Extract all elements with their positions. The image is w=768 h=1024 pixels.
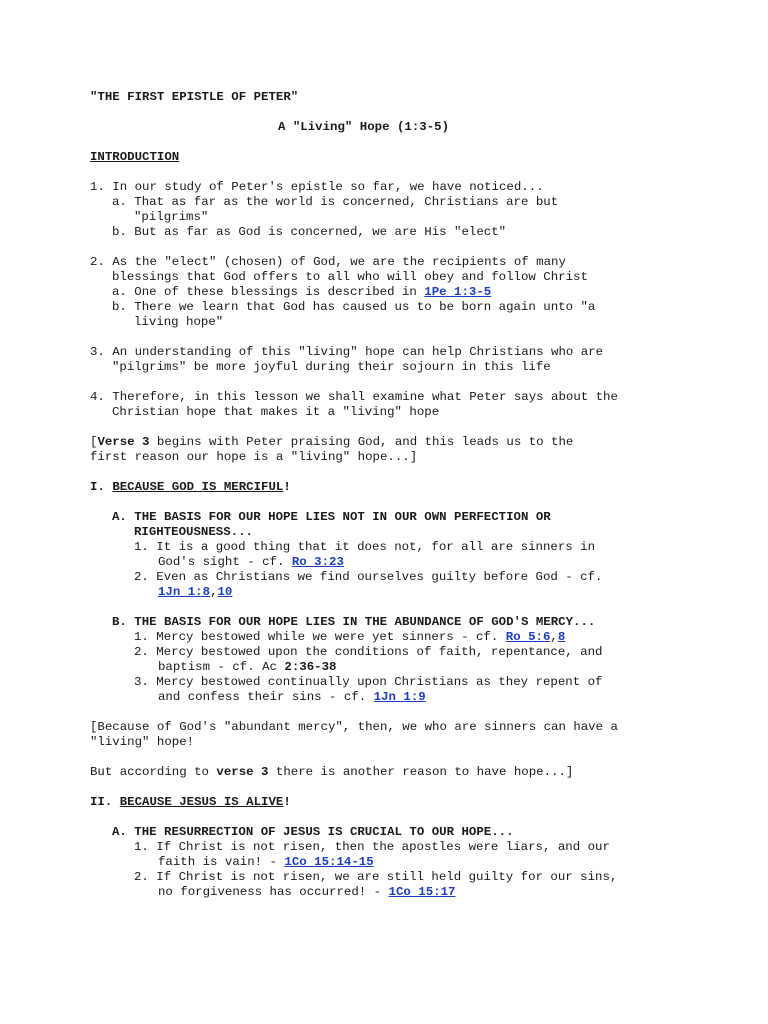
transition-1-cont: first reason our hope is a "living" hope...] — [90, 450, 418, 464]
section-1b-point-2-text: baptism - cf. Ac — [158, 660, 285, 674]
intro-point-2-cont: blessings that God offers to all who will obey and follow Christ — [112, 270, 588, 284]
section-1a-point-1-text: God's sight - cf. — [158, 555, 292, 569]
intro-point-4-cont: Christian hope that makes it a "living" hope — [112, 405, 440, 419]
lesson-subtitle: A "Living" Hope (1:3-5) — [278, 120, 450, 134]
section-1-bang: ! — [283, 480, 291, 494]
intro-point-2a — [112, 285, 491, 300]
section-1b-point-1-text: 1. Mercy bestowed while we were yet sinners - cf. — [134, 630, 506, 644]
section-2a-point-2: 2. If Christ is not risen, we are still held guilty for our sins, — [134, 870, 618, 884]
intro-point-1: 1. In our study of Peter's epistle so far, we have noticed... — [90, 180, 544, 194]
intro-point-2a-text: a. One of these blessings is described in — [112, 285, 425, 299]
section-1a-point-1-cont — [158, 555, 344, 570]
intro-point-2b-cont: living hope" — [134, 315, 224, 329]
section-1b-point-2-verse: 2:36-38 — [284, 660, 337, 674]
ref-separator: , — [210, 585, 218, 599]
section-2-heading — [90, 795, 291, 810]
ref-link-ro-5-6[interactable]: Ro 5:6 — [505, 630, 551, 644]
intro-point-1a-cont: "pilgrims" — [134, 210, 209, 224]
transition-1-open: [ — [90, 435, 98, 449]
ref-link-ro-5-8[interactable]: 8 — [557, 630, 566, 644]
section-1a-point-1: 1. It is a good thing that it does not, for all are sinners in — [134, 540, 596, 554]
section-2-bang: ! — [283, 795, 291, 809]
intro-point-2b: b. There we learn that God has caused us to be born again unto "a — [112, 300, 596, 314]
transition-1 — [90, 435, 573, 450]
transition-1-verse: Verse 3 — [97, 435, 150, 449]
ref-link-1pe-1-3-5[interactable]: 1Pe 1:3-5 — [424, 285, 492, 299]
section-1b-heading: B. THE BASIS FOR OUR HOPE LIES IN THE ABUNDANCE OF GOD'S MERCY... — [112, 615, 596, 629]
section-2a-point-1-text: faith is vain! - — [158, 855, 285, 869]
transition-3 — [90, 765, 573, 780]
section-1a-point-2-cont — [158, 585, 232, 600]
section-1b-point-2: 2. Mercy bestowed upon the conditions of faith, repentance, and — [134, 645, 603, 659]
section-1a-heading: A. THE BASIS FOR OUR HOPE LIES NOT IN OUR OWN PERFECTION OR — [112, 510, 551, 524]
section-1b-point-3-text: and confess their sins - cf. — [158, 690, 374, 704]
section-2a-point-1-cont — [158, 855, 374, 870]
intro-point-4: 4. Therefore, in this lesson we shall examine what Peter says about the — [90, 390, 618, 404]
intro-point-2: 2. As the "elect" (chosen) of God, we are the recipients of many — [90, 255, 566, 269]
ref-link-ro-3-23[interactable]: Ro 3:23 — [291, 555, 344, 569]
document-title: "THE FIRST EPISTLE OF PETER" — [90, 90, 299, 104]
section-1a-heading-cont: RIGHTEOUSNESS... — [134, 525, 253, 539]
ref-link-1jn-1-9[interactable]: 1Jn 1:9 — [373, 690, 426, 704]
intro-point-3-cont: "pilgrims" be more joyful during their sojourn in this life — [112, 360, 551, 374]
introduction-heading: INTRODUCTION — [90, 150, 180, 164]
transition-2-cont: "living" hope! — [90, 735, 195, 749]
transition-3-verse: verse 3 — [216, 765, 269, 779]
transition-3-rest: there is another reason to have hope...] — [268, 765, 574, 779]
ref-link-1co-15-17[interactable]: 1Co 15:17 — [388, 885, 456, 899]
transition-1-rest: begins with Peter praising God, and this leads us to the — [149, 435, 574, 449]
section-1-heading — [90, 480, 291, 495]
section-1b-point-3: 3. Mercy bestowed continually upon Christians as they repent of — [134, 675, 603, 689]
section-1b-point-3-cont — [158, 690, 426, 705]
section-1-title: BECAUSE GOD IS MERCIFUL — [112, 480, 284, 494]
intro-point-1b: b. But as far as God is concerned, we are His "elect" — [112, 225, 507, 239]
ref-link-1jn-1-8[interactable]: 1Jn 1:8 — [158, 585, 211, 599]
section-1a-point-2: 2. Even as Christians we find ourselves guilty before God - cf. — [134, 570, 603, 584]
section-1-number: I. — [90, 480, 113, 494]
section-2-title: BECAUSE JESUS IS ALIVE — [119, 795, 284, 809]
ref-separator: , — [550, 630, 558, 644]
intro-point-1a: a. That as far as the world is concerned, Christians are but — [112, 195, 559, 209]
section-2a-point-1: 1. If Christ is not risen, then the apostles were liars, and our — [134, 840, 610, 854]
section-1b-point-1 — [134, 630, 565, 645]
section-2a-heading: A. THE RESURRECTION OF JESUS IS CRUCIAL TO OUR HOPE... — [112, 825, 514, 839]
intro-point-3: 3. An understanding of this "living" hope can help Christians who are — [90, 345, 604, 359]
section-2a-point-2-cont — [158, 885, 455, 900]
section-2a-point-2-text: no forgiveness has occurred! - — [158, 885, 389, 899]
ref-link-1co-15-14-15[interactable]: 1Co 15:14-15 — [284, 855, 374, 869]
transition-3-text: But according to — [90, 765, 217, 779]
section-2-number: II. — [90, 795, 120, 809]
ref-link-1jn-1-10[interactable]: 10 — [217, 585, 233, 599]
transition-2: [Because of God's "abundant mercy", then, we who are sinners can have a — [90, 720, 618, 734]
section-1b-point-2-cont — [158, 660, 336, 675]
